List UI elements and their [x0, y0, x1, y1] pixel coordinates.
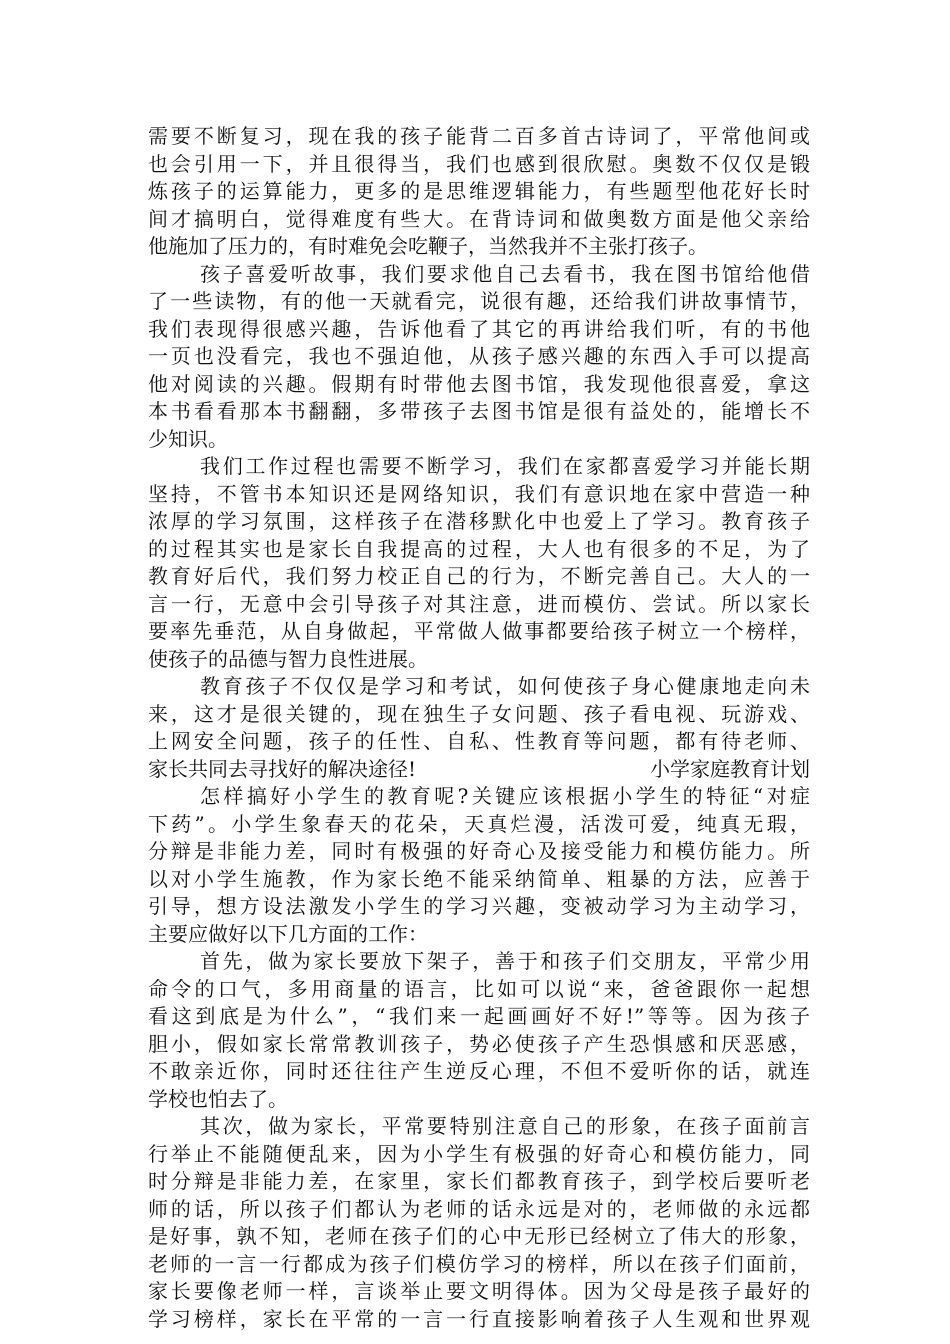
text-line: 怎样搞好小学生的教育呢?关键应该根据小学生的特征“对症	[200, 784, 810, 808]
text-line: 胆小，假如家长常常教训孩子，势必使孩子产生恐惧感和厌恶感，	[148, 1031, 810, 1056]
paragraph-stories-and-library	[148, 261, 810, 454]
text-line: 间才搞明白，觉得难度有些大。在背诗词和做奥数方面是他父亲给	[148, 206, 810, 231]
text-line: 也会引用一下，并且很得当，我们也感到很欣慰。奥数不仅仅是锻	[148, 151, 810, 176]
text-line: 下药”。小学生象春天的花朵，天真烂漫，活泼可爱，纯真无瑕，	[148, 811, 810, 836]
text-line: 以对小学生施教，作为家长绝不能采纳简单、粗暴的方法，应善于	[148, 866, 810, 891]
text-line: 需要不断复习，现在我的孩子能背二百多首古诗词了，平常他间或	[148, 124, 810, 148]
text-line: 首先，做为家长要放下架子，善于和孩子们交朋友，平常少用	[200, 949, 810, 973]
text-line: 要率先垂范，从自身做起，平常做人做事都要给孩子树立一个榜样，	[148, 619, 810, 643]
paragraph-health-and-issues	[148, 673, 810, 783]
text-line: 师的话，所以孩子们都认为老师的话永远是对的，老师做的永远都	[148, 1196, 810, 1221]
text-line: 炼孩子的运算能力，更多的是思维逻辑能力，有些题型他花好长时	[148, 179, 810, 203]
text-line: 家长要像老师一样，言谈举止要文明得体。因为父母是孩子最好的	[148, 1279, 810, 1303]
text-line: 他施加了压力的，有时难免会吃鞭子，当然我并不主张打孩子。	[148, 234, 708, 258]
paragraph-second-point	[148, 1113, 810, 1333]
text-line: 家长共同去寻找好的解决途径!	[148, 756, 417, 781]
paragraph-learning-atmosphere	[148, 453, 810, 673]
text-line: 了一些读物，有的他一天就看完，说很有趣，还给我们讲故事情节，	[148, 289, 810, 313]
text-line: 主要应做好以下几方面的工作：	[148, 921, 428, 946]
paragraph-first-point	[148, 948, 810, 1113]
text-line: 少知识。	[148, 426, 228, 451]
text-line-with-heading	[148, 756, 810, 784]
text-line: 是好事，孰不知，老师在孩子们的心中无形已经树立了伟大的形象，	[148, 1224, 810, 1248]
text-line: 的过程其实也是家长自我提高的过程，大人也有很多的不足，为了	[148, 536, 810, 561]
text-line: 使孩子的品德与智力良性进展。	[148, 646, 428, 671]
text-line: 时分辩是非能力差，在家里，家长们都教育孩子，到学校后要听老	[148, 1169, 810, 1193]
text-line: 命令的口气，多用商量的语言，比如可以说“来，爸爸跟你一起想	[148, 976, 810, 1001]
document-body	[148, 123, 810, 1333]
section-heading: 小学家庭教育计划	[650, 756, 810, 781]
text-line: 其次，做为家长，平常要特别注意自己的形象，在孩子面前言	[200, 1114, 810, 1138]
text-line: 教育孩子不仅仅是学习和考试，如何使孩子身心健康地走向未	[200, 674, 810, 698]
text-line: 老师的一言一行都成为孩子们模仿学习的榜样，所以在孩子们面前，	[148, 1251, 810, 1276]
paragraph-review-and-math	[148, 123, 810, 261]
text-line: 行举止不能随便乱来，因为小学生有极强的好奇心和模仿能力，同	[148, 1141, 810, 1166]
text-line: 坚持，不管书本知识还是网络知识，我们有意识地在家中营造一种	[148, 481, 810, 506]
text-line: 浓厚的学习氛围，这样孩子在潜移默化中也爱上了学习。教育孩子	[148, 509, 810, 533]
text-line: 学习榜样，家长在平常的一言一行直接影响着孩子人生观和世界观	[148, 1306, 810, 1331]
text-line: 引导，想方设法激发小学生的学习兴趣，变被动学习为主动学习，	[148, 894, 810, 918]
text-line: 我们表现得很感兴趣，告诉他看了其它的再讲给我们听，有的书他	[148, 316, 810, 341]
paragraph-primary-education	[148, 783, 810, 948]
text-line: 一页也没看完，我也不强迫他，从孩子感兴趣的东西入手可以提高	[148, 344, 810, 368]
text-line: 看这到底是为什么”，“我们来一起画画好不好!”等等。因为孩子	[148, 1004, 810, 1028]
text-line: 他对阅读的兴趣。假期有时带他去图书馆，我发现他很喜爱，拿这	[148, 371, 810, 396]
text-line: 来，这才是很关键的，现在独生子女问题、孩子看电视、玩游戏、	[148, 701, 810, 726]
text-line: 不敢亲近你，同时还往往产生逆反心理，不但不爱听你的话，就连	[148, 1059, 810, 1083]
text-line: 上网安全问题，孩子的任性、自私、性教育等问题，都有待老师、	[148, 729, 810, 753]
text-line: 本书看看那本书翻翻，多带孩子去图书馆是很有益处的，能增长不	[148, 399, 810, 423]
text-line: 孩子喜爱听故事，我们要求他自己去看书，我在图书馆给他借	[200, 261, 810, 286]
text-line: 言一行，无意中会引导孩子对其注意，进而模仿、尝试。所以家长	[148, 591, 810, 616]
text-line: 教育好后代，我们努力校正自己的行为，不断完善自己。大人的一	[148, 564, 810, 588]
text-line: 我们工作过程也需要不断学习，我们在家都喜爱学习并能长期	[200, 454, 810, 478]
text-line: 分辩是非能力差，同时有极强的好奇心及接受能力和模仿能力。所	[148, 839, 810, 863]
text-line: 学校也怕去了。	[148, 1086, 288, 1111]
